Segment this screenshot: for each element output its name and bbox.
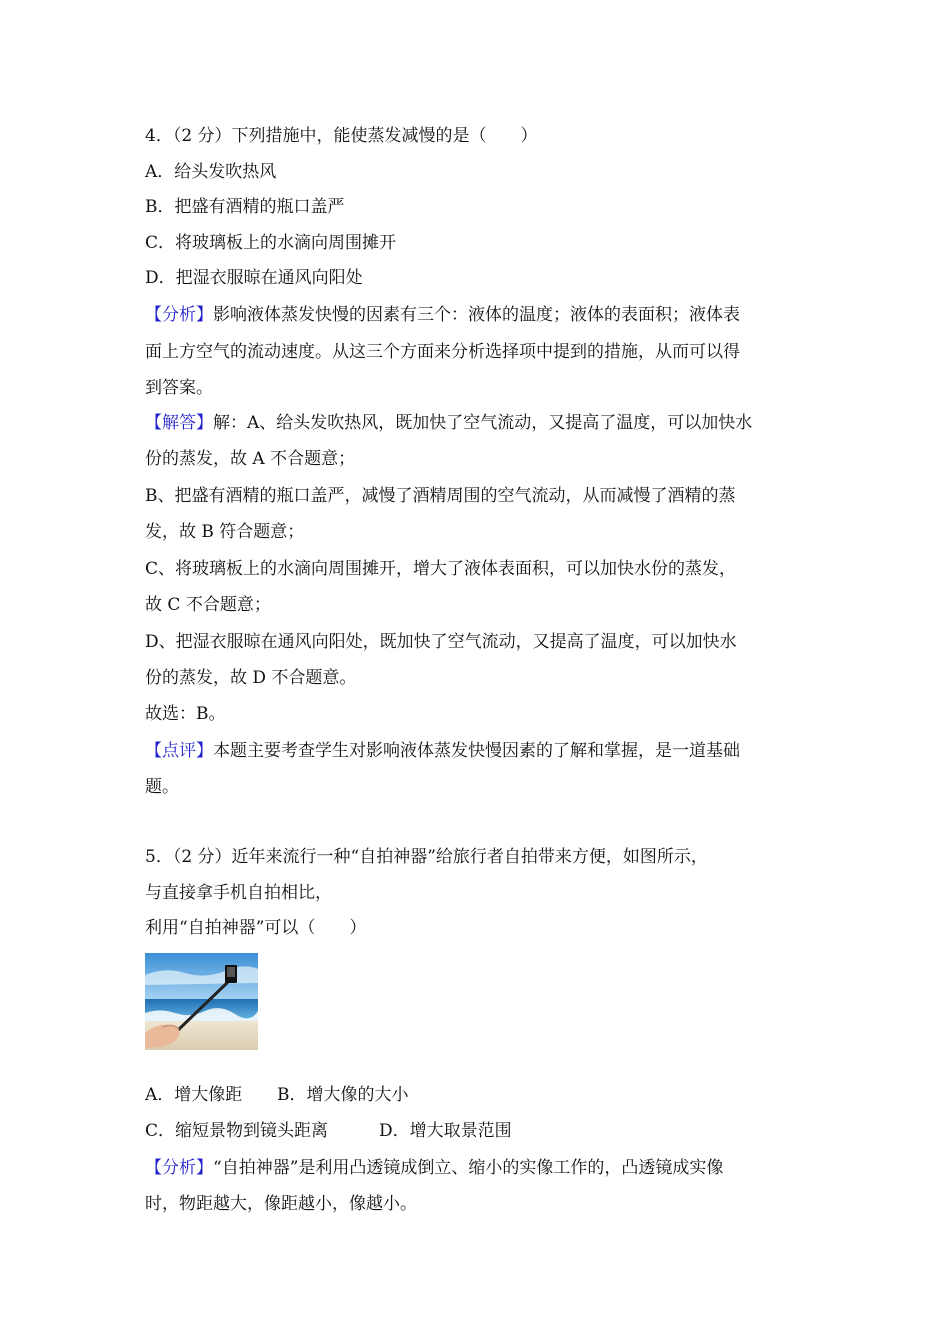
- q4-option-a: A．给头发吹热风: [145, 162, 277, 182]
- q4-option-c: C．将玻璃板上的水滴向周围摊开: [145, 233, 397, 253]
- q4-answer-line: C、将玻璃板上的水滴向周围摊开，增大了液体表面积，可以加快水份的蒸发，: [145, 559, 737, 579]
- q4-analysis-line: 到答案。: [145, 378, 213, 398]
- q4-answer-tag: 【解答】: [145, 413, 213, 433]
- q5-analysis-tag: 【分析】: [145, 1158, 213, 1178]
- q5-stem-line: 利用“自拍神器”可以（ ）: [145, 918, 367, 938]
- q4-option-d: D．把湿衣服晾在通风向阳处: [145, 268, 363, 288]
- q4-stem: 4．（2 分）下列措施中，能使蒸发减慢的是（ ）: [145, 126, 538, 146]
- q4-choice-line: 故选：B。: [145, 704, 226, 724]
- q4-answer-line: [145, 412, 752, 434]
- q4-comment-line: 题。: [145, 777, 179, 797]
- q5-option-c: C．缩短景物到镜头距离: [145, 1121, 329, 1141]
- q5-analysis-line: 时，物距越大，像距越小，像越小。: [145, 1194, 417, 1214]
- q5-option-b: B．增大像的大小: [277, 1085, 409, 1105]
- q5-stem-line: 5．（2 分）近年来流行一种“自拍神器”给旅行者自拍带来方便，如图所示，: [145, 847, 708, 867]
- q4-answer-line: B、把盛有酒精的瓶口盖严，减慢了酒精周围的空气流动，从而减慢了酒精的蒸: [145, 486, 736, 506]
- q4-answer-line: 故 C 不合题意；: [145, 595, 271, 615]
- q5-option-a: A．增大像距: [145, 1085, 243, 1105]
- q4-option-b: B．把盛有酒精的瓶口盖严: [145, 197, 345, 217]
- q4-answer-line: 发，故 B 符合题意；: [145, 522, 305, 542]
- q4-answer-text: 解：A、给头发吹热风，既加快了空气流动，又提高了温度，可以加快水: [213, 413, 753, 433]
- q4-answer-line: D、把湿衣服晾在通风向阳处，既加快了空气流动，又提高了温度，可以加快水: [145, 632, 737, 652]
- q4-comment-tag: 【点评】: [145, 741, 213, 761]
- q5-stem-line: 与直接拿手机自拍相比，: [145, 883, 332, 903]
- q4-answer-line: 份的蒸发，故 A 不合题意；: [145, 449, 356, 469]
- q4-comment-line: [145, 740, 740, 762]
- q4-answer-line: 份的蒸发，故 D 不合题意。: [145, 668, 357, 688]
- q5-analysis-line: [145, 1157, 723, 1179]
- q4-analysis-line: 面上方空气的流动速度。从这三个方面来分析选择项中提到的措施，从而可以得: [145, 342, 740, 362]
- q4-comment-text: 本题主要考查学生对影响液体蒸发快慢因素的了解和掌握，是一道基础: [213, 741, 740, 761]
- q5-analysis-text: “自拍神器”是利用凸透镜成倒立、缩小的实像工作的，凸透镜成实像: [213, 1158, 724, 1178]
- q4-analysis-line: [145, 304, 740, 326]
- q4-analysis-tag: 【分析】: [145, 305, 213, 325]
- q4-analysis-text: 影响液体蒸发快慢的因素有三个：液体的温度；液体的表面积；液体表: [213, 305, 740, 325]
- q5-option-d: D．增大取景范围: [379, 1121, 512, 1141]
- selfie-stick-photo: [145, 953, 258, 1050]
